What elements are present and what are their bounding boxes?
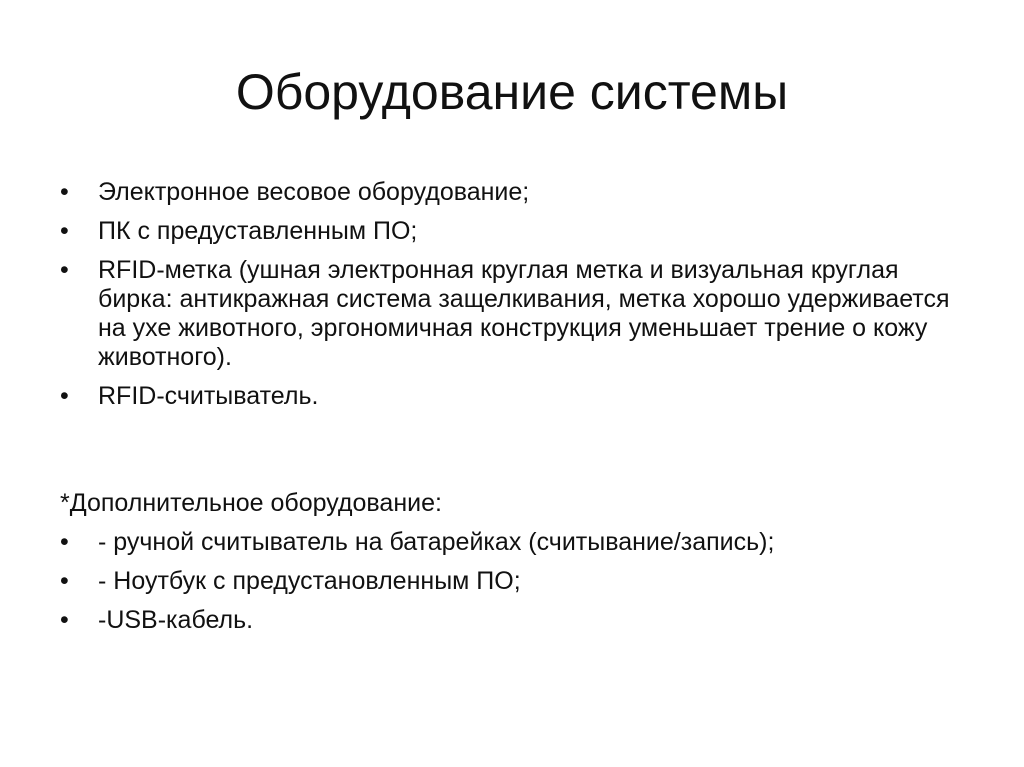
list-item-text: Электронное весовое оборудование; <box>98 178 530 206</box>
list-item <box>60 606 960 635</box>
list-item-text: ПК с предуставленным ПО; <box>98 217 418 245</box>
list-item <box>60 567 960 596</box>
list-item-text: - Ноутбук с предустановленным ПО; <box>98 567 521 595</box>
bullet-icon: • <box>60 606 69 634</box>
main-list <box>60 178 960 411</box>
bullet-icon: • <box>60 567 69 595</box>
list-item-text: RFID-считыватель. <box>98 382 319 410</box>
bullet-icon: • <box>60 382 69 410</box>
list-item <box>60 528 960 557</box>
list-item <box>60 178 960 207</box>
list-item <box>60 382 960 411</box>
bullet-icon: • <box>60 528 69 556</box>
list-item-text: RFID-метка (ушная электронная круглая метка и визуальная круглая бирка: антикражная система защелкивания, метка хорошо удерживается на ухе животного, эргономичная конструкция уменьшает трение о кожу животного). <box>98 256 950 371</box>
list-item <box>60 256 960 372</box>
bullet-icon: • <box>60 178 69 206</box>
bullet-icon: • <box>60 256 69 284</box>
slide-title: Оборудование системы <box>235 64 789 120</box>
spacer <box>60 421 960 489</box>
slide-content <box>60 178 960 645</box>
list-item <box>60 217 960 246</box>
additional-heading: *Дополнительное оборудование: <box>60 489 442 517</box>
bullet-icon: • <box>60 217 69 245</box>
additional-list <box>60 528 960 635</box>
list-item-text: -USB-кабель. <box>98 606 254 634</box>
list-item-text: - ручной считыватель на батарейках (считывание/запись); <box>98 528 775 556</box>
